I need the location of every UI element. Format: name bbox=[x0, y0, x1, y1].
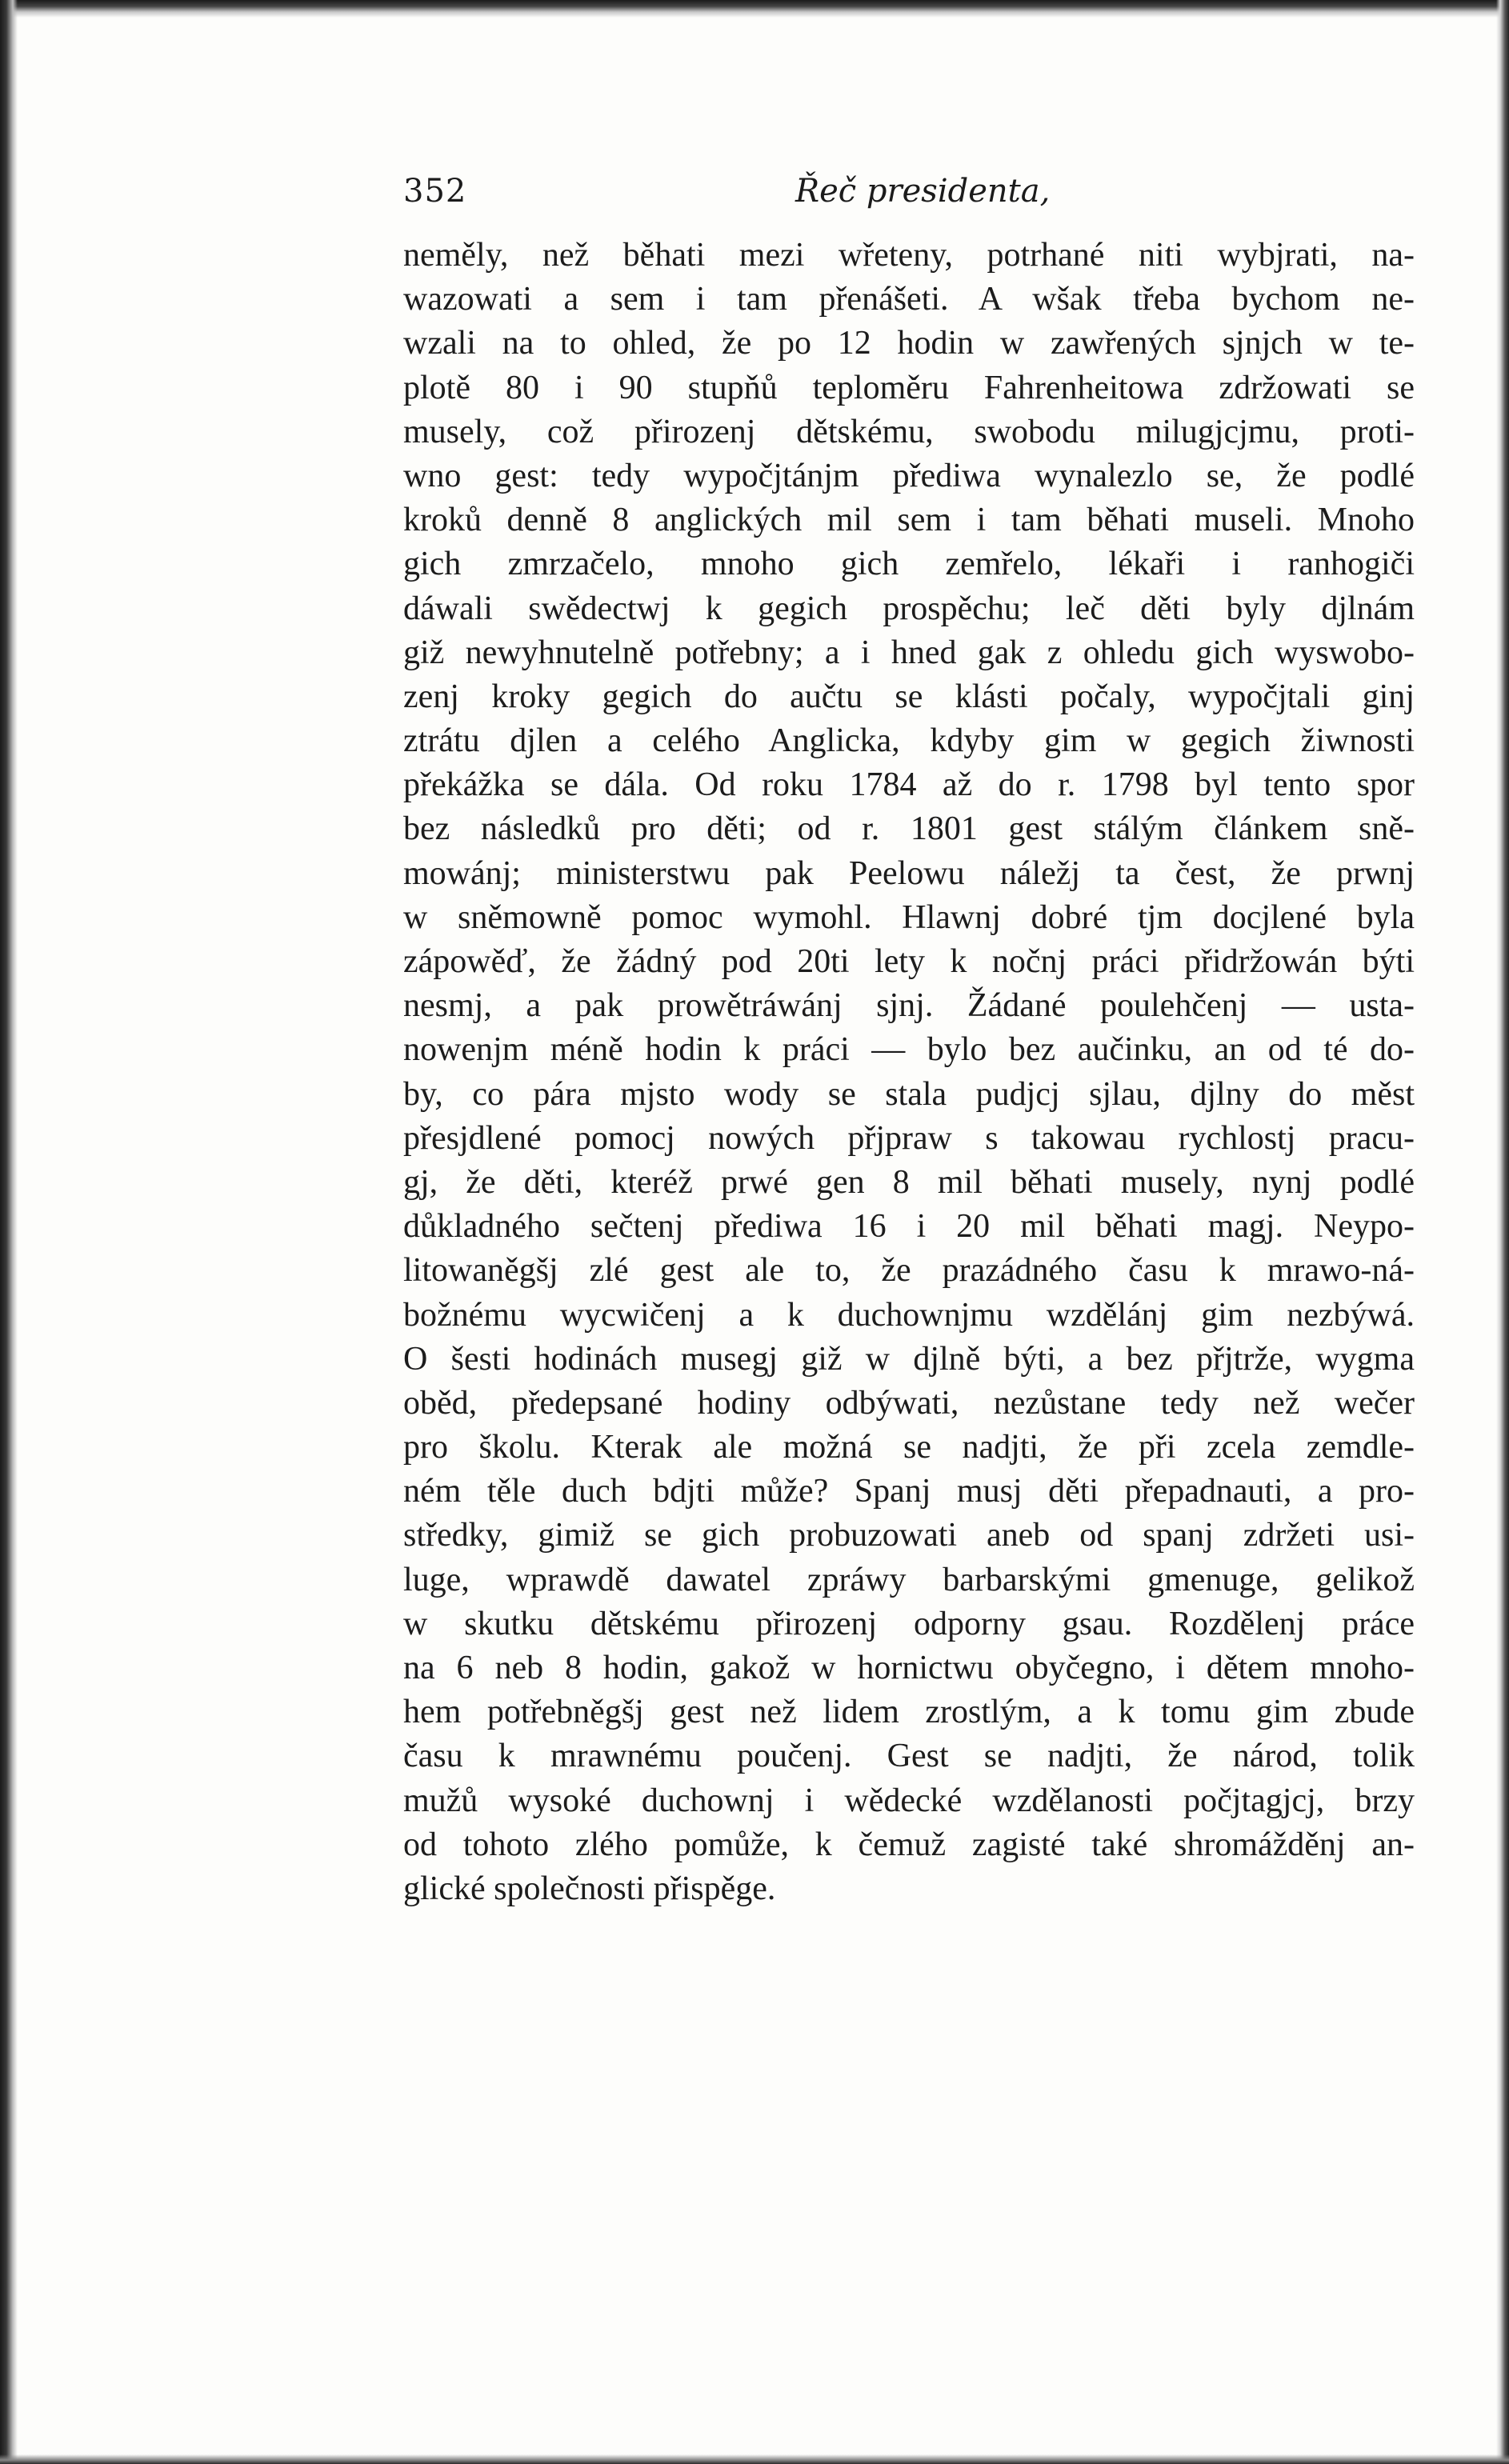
text-line: božnému wycwičenj a k duchownjmu wzdělánj gim nezbýwá. bbox=[403, 1296, 1415, 1334]
text-line: musely, což přirozenj dětskému, swobodu milugjcjmu, proti- bbox=[403, 413, 1415, 450]
text-line: wazowati a sem i tam přenášeti. A wšak třeba bychom ne- bbox=[403, 281, 1415, 318]
text-line: luge, wprawdě dawatel zpráwy barbarskými gmenuge, gelikož bbox=[403, 1561, 1415, 1598]
text-line: plotě 80 i 90 stupňů teploměru Fahrenheitowa zdržowati se bbox=[403, 369, 1415, 406]
text-line: pro školu. Kterak ale možná se nadjti, že při zcela zemdle- bbox=[403, 1429, 1415, 1466]
text-line: důkladného sečtenj přediwa 16 i 20 mil běhati magj. Neypo- bbox=[403, 1208, 1415, 1246]
scan-edge-right bbox=[1496, 0, 1509, 2464]
text-line: na 6 neb 8 hodin, gakož w hornictwu obyčegno, i dětem mnoho- bbox=[403, 1650, 1415, 1686]
text-line: zenj kroky gegich do aučtu se klásti počaly, wypočjtali ginj bbox=[403, 678, 1415, 715]
text-line: w sněmowně pomoc wymohl. Hlawnj dobré tjm docjlené byla bbox=[403, 898, 1415, 936]
text-line: přesjdlené pomocj nowých přjpraw s takowau rychlostj pracu- bbox=[403, 1119, 1415, 1157]
text-line: glické společnosti přispěge. bbox=[403, 1870, 776, 1907]
running-title: Řeč presidenta, bbox=[795, 173, 1051, 210]
text-line: překážka se dála. Od roku 1784 až do r. 1798 byl tento spor bbox=[403, 766, 1415, 804]
text-line: mowánj; ministerstwu pak Peelowu náležj ta čest, že prwnj bbox=[403, 854, 1415, 892]
text-line: by, co pára mjsto wody se stala pudjcj sjlau, djlny do měst bbox=[403, 1075, 1415, 1113]
text-line: wzali na to ohled, že po 12 hodin w zawřených sjnjch w te- bbox=[403, 325, 1415, 362]
page-number: 352 bbox=[403, 173, 467, 210]
text-line: w skutku dětskému přirozenj odporny gsau. Rozdělenj práce bbox=[403, 1605, 1415, 1642]
text-line: od tohoto zlého pomůže, k čemuž zagisté také shromážděnj an- bbox=[403, 1826, 1415, 1863]
scan-edge-top bbox=[0, 0, 1509, 18]
scan-edge-left bbox=[0, 0, 18, 2464]
scan-edge-bottom bbox=[0, 2454, 1509, 2464]
text-line: neměly, než běhati mezi wřeteny, potrhané niti wybjrati, na- bbox=[403, 237, 1415, 274]
text-line: giž newyhnutelně potřebny; a i hned gak z ohledu gich wyswobo- bbox=[403, 634, 1415, 671]
text-line: hem potřebněgšj gest než lidem zrostlým, a k tomu gim zbude bbox=[403, 1694, 1415, 1731]
text-line: času k mrawnému poučenj. Gest se nadjti, že národ, tolik bbox=[403, 1738, 1415, 1775]
text-line: wno gest: tedy wypočjtánjm přediwa wynalezlo se, že podlé bbox=[403, 457, 1415, 494]
text-line: dáwali swědectwj k gegich prospěchu; leč děti byly djlnám bbox=[403, 590, 1415, 627]
text-line: nesmj, a pak prowětráwánj sjnj. Žádané poulehčenj — usta- bbox=[403, 987, 1415, 1025]
text-line: středky, gimiž se gich probuzowati aneb od spanj zdržeti usi- bbox=[403, 1517, 1415, 1554]
text-line: mužů wysoké duchownj i wědecké wzdělanosti počjtagjcj, brzy bbox=[403, 1782, 1415, 1819]
text-line: litowaněgšj zlé gest ale to, že prazádného času k mrawo-ná- bbox=[403, 1252, 1415, 1290]
text-line: ztrátu djlen a celého Anglicka, kdyby gim w gegich žiwnosti bbox=[403, 722, 1415, 760]
text-line: ném těle duch bdjti může? Spanj musj děti přepadnauti, a pro- bbox=[403, 1473, 1415, 1510]
text-line: bez následků pro děti; od r. 1801 gest stálým článkem sně- bbox=[403, 810, 1415, 848]
text-line: nowenjm méně hodin k práci — bylo bez aučinku, an od té do- bbox=[403, 1031, 1415, 1069]
running-head bbox=[403, 173, 1415, 218]
text-line: O šesti hodinách musegj giž w djlně býti, a bez přjtrže, wygma bbox=[403, 1340, 1415, 1378]
text-line: gj, že děti, kteréž prwé gen 8 mil běhati musely, nynj podlé bbox=[403, 1163, 1415, 1201]
body-text bbox=[403, 234, 1415, 1911]
text-line: zápowěď, že žádný pod 20ti lety k nočnj práci přidržowán býti bbox=[403, 943, 1415, 980]
text-line: gich zmrzačelo, mnoho gich zemřelo, lékaři i ranhogiči bbox=[403, 546, 1415, 583]
text-line: kroků denně 8 anglických mil sem i tam běhati museli. Mnoho bbox=[403, 502, 1415, 539]
text-line: oběd, předepsané hodiny odbýwati, nezůstane tedy než wečer bbox=[403, 1384, 1415, 1422]
